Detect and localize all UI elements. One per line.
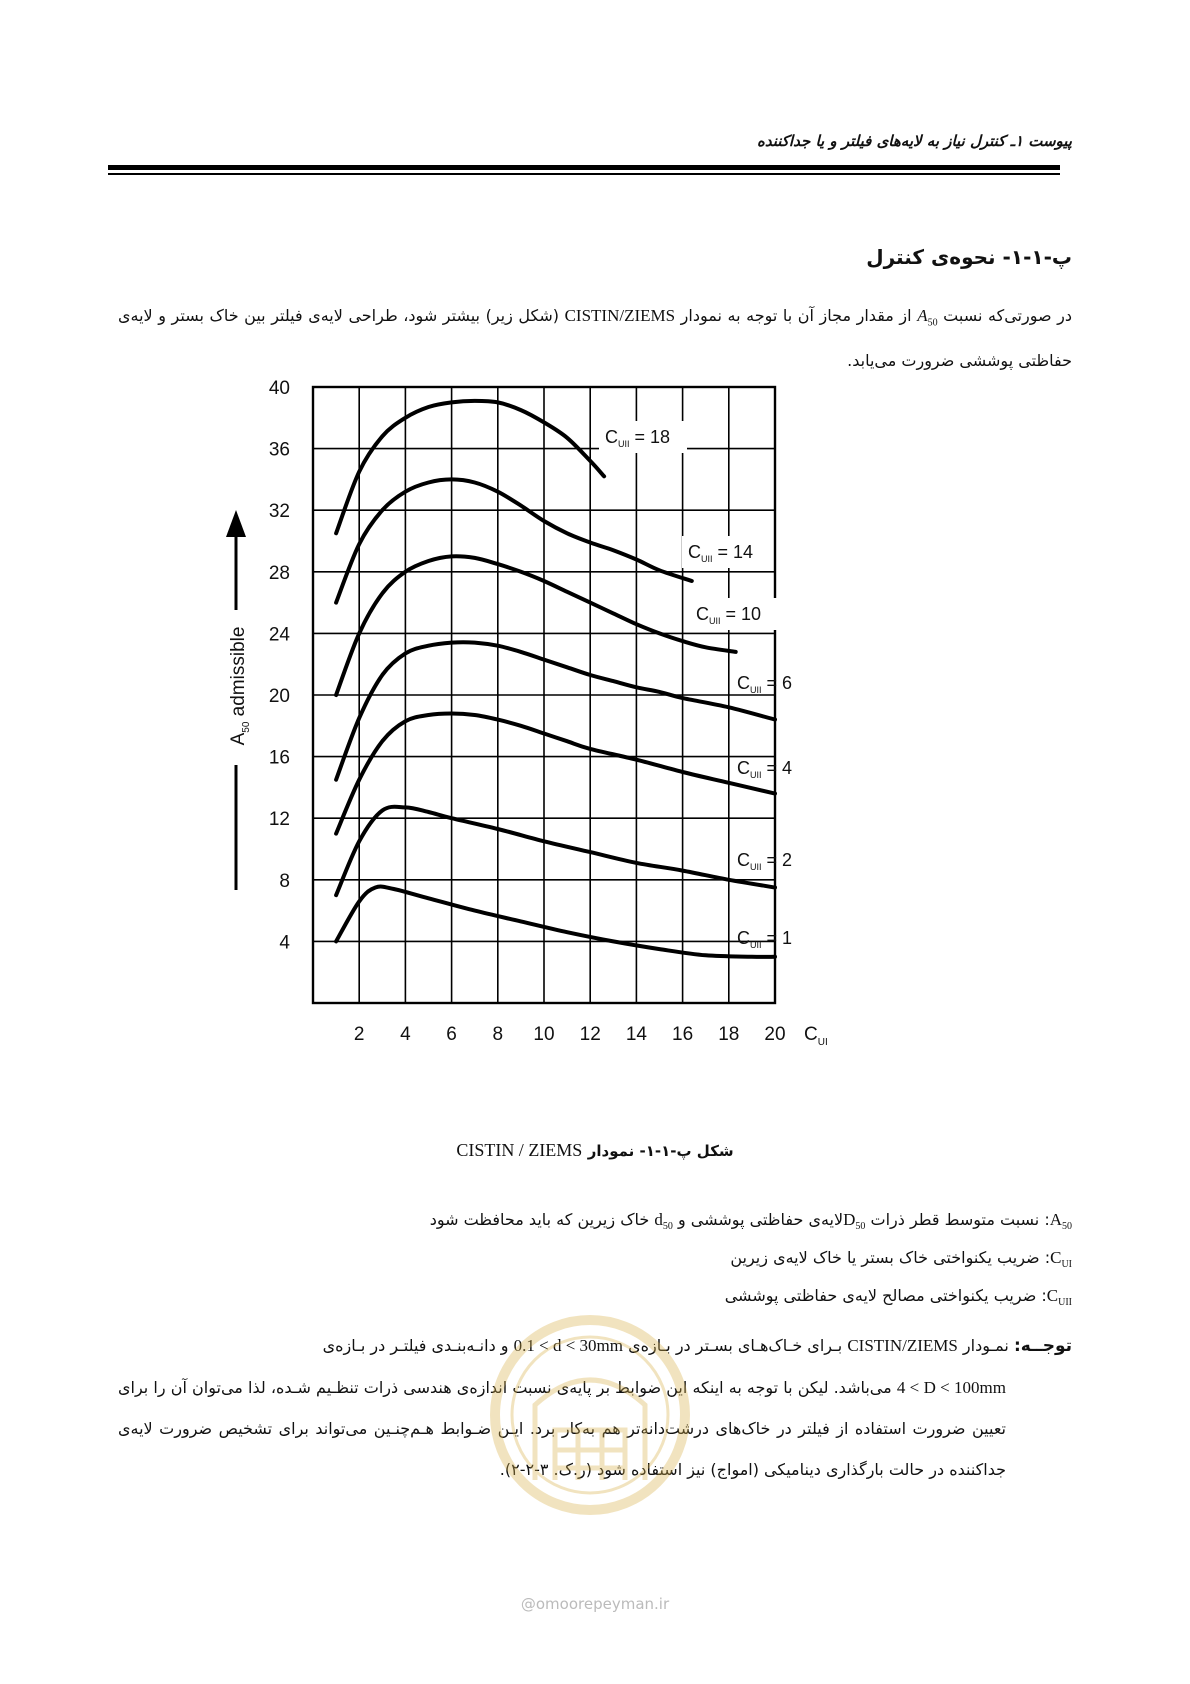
- definition-a50: $A_{50}$: نسبت متوسط قطر ذرات $D_{50}لایه‌ی$ حفاظتی پوششی و $d_{50}$ خاک زیرین که باید محافظت شود: [429, 1210, 1072, 1233]
- curve-label: $C_{UII} = 14$: [688, 542, 754, 564]
- x-axis-ticks: [354, 1024, 786, 1045]
- caption-latin: CISTIN / ZIEMS: [456, 1140, 583, 1160]
- note-label: توجــه:: [1013, 1336, 1072, 1356]
- definition-cui: $C_{UI}$: ضریب یکنواختی خاک بستر یا خاک لایه‌ی زیرین: [730, 1248, 1072, 1271]
- chart-curves: [336, 401, 775, 957]
- curve-c-uii-2: [336, 807, 775, 895]
- y-tick-label: 24: [268, 624, 290, 646]
- y-axis-ticks: [269, 380, 291, 953]
- y-tick-label: 8: [279, 870, 290, 892]
- x-axis-label: $C_{UI}$: [804, 1024, 828, 1048]
- caption-fa: شکل پ-۱-۱- نمودار: [587, 1142, 734, 1160]
- a50-symbol: $A_{50}$: [917, 306, 938, 329]
- y-tick-label: 40: [268, 380, 290, 399]
- y-tick-label: 32: [268, 501, 290, 523]
- curve-label: $C_{UII} = 2$: [737, 850, 793, 872]
- curve-label: $C_{UII} = 6$: [737, 673, 793, 695]
- section-heading: پ-۱-۱- نحوه‌ی کنترل: [866, 245, 1072, 269]
- running-header-title: پیوست ۱ـ کنترل نیاز به لایه‌های فیلتر و یا جداکننده: [756, 132, 1072, 150]
- curve-label: $C_{UII} = 4$: [737, 758, 793, 780]
- x-tick-label: 18: [718, 1024, 740, 1045]
- y-axis-label: $A_{50}$ admissible: [228, 626, 252, 746]
- x-tick-label: 10: [533, 1024, 555, 1045]
- y-tick-label: 28: [268, 562, 290, 584]
- curve-c-uii-6: [336, 642, 775, 779]
- intro-text-2: از مقدار مجاز آن با توجه به نمودار: [680, 306, 912, 325]
- x-tick-label: 12: [579, 1024, 601, 1045]
- curve-c-uii-4: [336, 714, 775, 834]
- definition-cuii: $C_{UII}$: ضریب یکنواختی مصالح لایه‌ی حفاظتی پوششی: [724, 1286, 1072, 1309]
- x-tick-label: 20: [764, 1024, 786, 1045]
- curve-c-uii-18: [336, 401, 604, 533]
- x-tick-label: 4: [400, 1024, 411, 1045]
- y-tick-label: 16: [268, 747, 290, 769]
- intro-text-1: در صورتی‌که نسبت: [943, 306, 1072, 325]
- curve-label: $C_{UII} = 18$: [605, 427, 671, 449]
- intro-paragraph: [118, 297, 1072, 380]
- y-tick-label: 4: [279, 932, 290, 954]
- curve-c-uii-1: [336, 887, 775, 957]
- x-tick-label: 14: [625, 1024, 647, 1045]
- header-rule-thin: [108, 173, 1060, 175]
- y-tick-label: 20: [268, 686, 290, 707]
- y-tick-label: 36: [268, 439, 290, 461]
- note-paragraph: توجــه: نمـودار CISTIN/ZIEMS بـرای خـاک‌هـای بسـتر در بـازه‌ی 0.1 < d < 30mm و دانـه‌بنـدی فیلتـر در بـازه‌ی 4 < D < 100mm می‌باشد. لیکن با توجه به اینکه این ضوابط بر پایه‌ی نسبت اندازه‌ی هندسی ذرات تنظـیم شـده، لذا می‌توان آن را برای تعیین ضرورت استفاده از فیلتر در خاک‌های درشت‌دانه‌تر هم به‌کار برد. ایـن ضـوابط هـم‌چنـین می‌تواند برای تشخیص ضرورت لایه‌ی جداکننده در حالت بارگذاری دینامیکی (امواج) نیز استفاده شود (ر.ک. ۳-۲-۲).: [118, 1336, 1072, 1479]
- header-rule-thick: [108, 165, 1060, 170]
- site-url: @omoorepeyman.ir: [520, 1595, 670, 1613]
- curve-label: $C_{UII} = 10$: [696, 604, 762, 626]
- intro-text-3: (شکل زیر) بیشتر شود، طراحی لایه‌ی فیلتر بین خاک بستر و لایه‌ی حفاظتی پوششی ضرورت می‌یابد.: [118, 306, 1072, 371]
- x-tick-label: 16: [672, 1024, 694, 1045]
- x-tick-label: 2: [353, 1024, 365, 1045]
- x-tick-label: 8: [492, 1024, 504, 1045]
- y-tick-label: 12: [268, 809, 290, 831]
- watermark-logo: [480, 1300, 700, 1530]
- curve-label: $C_{UII} = 1$: [737, 928, 793, 950]
- intro-chart-name: CISTIN/ZIEMS: [564, 306, 676, 325]
- y-axis-arrow-head: [226, 510, 246, 537]
- cistin-ziems-chart: [200, 380, 860, 1070]
- figure-caption: [0, 1140, 1190, 1161]
- chart-grid: [313, 387, 775, 1003]
- x-tick-label: 6: [446, 1024, 457, 1045]
